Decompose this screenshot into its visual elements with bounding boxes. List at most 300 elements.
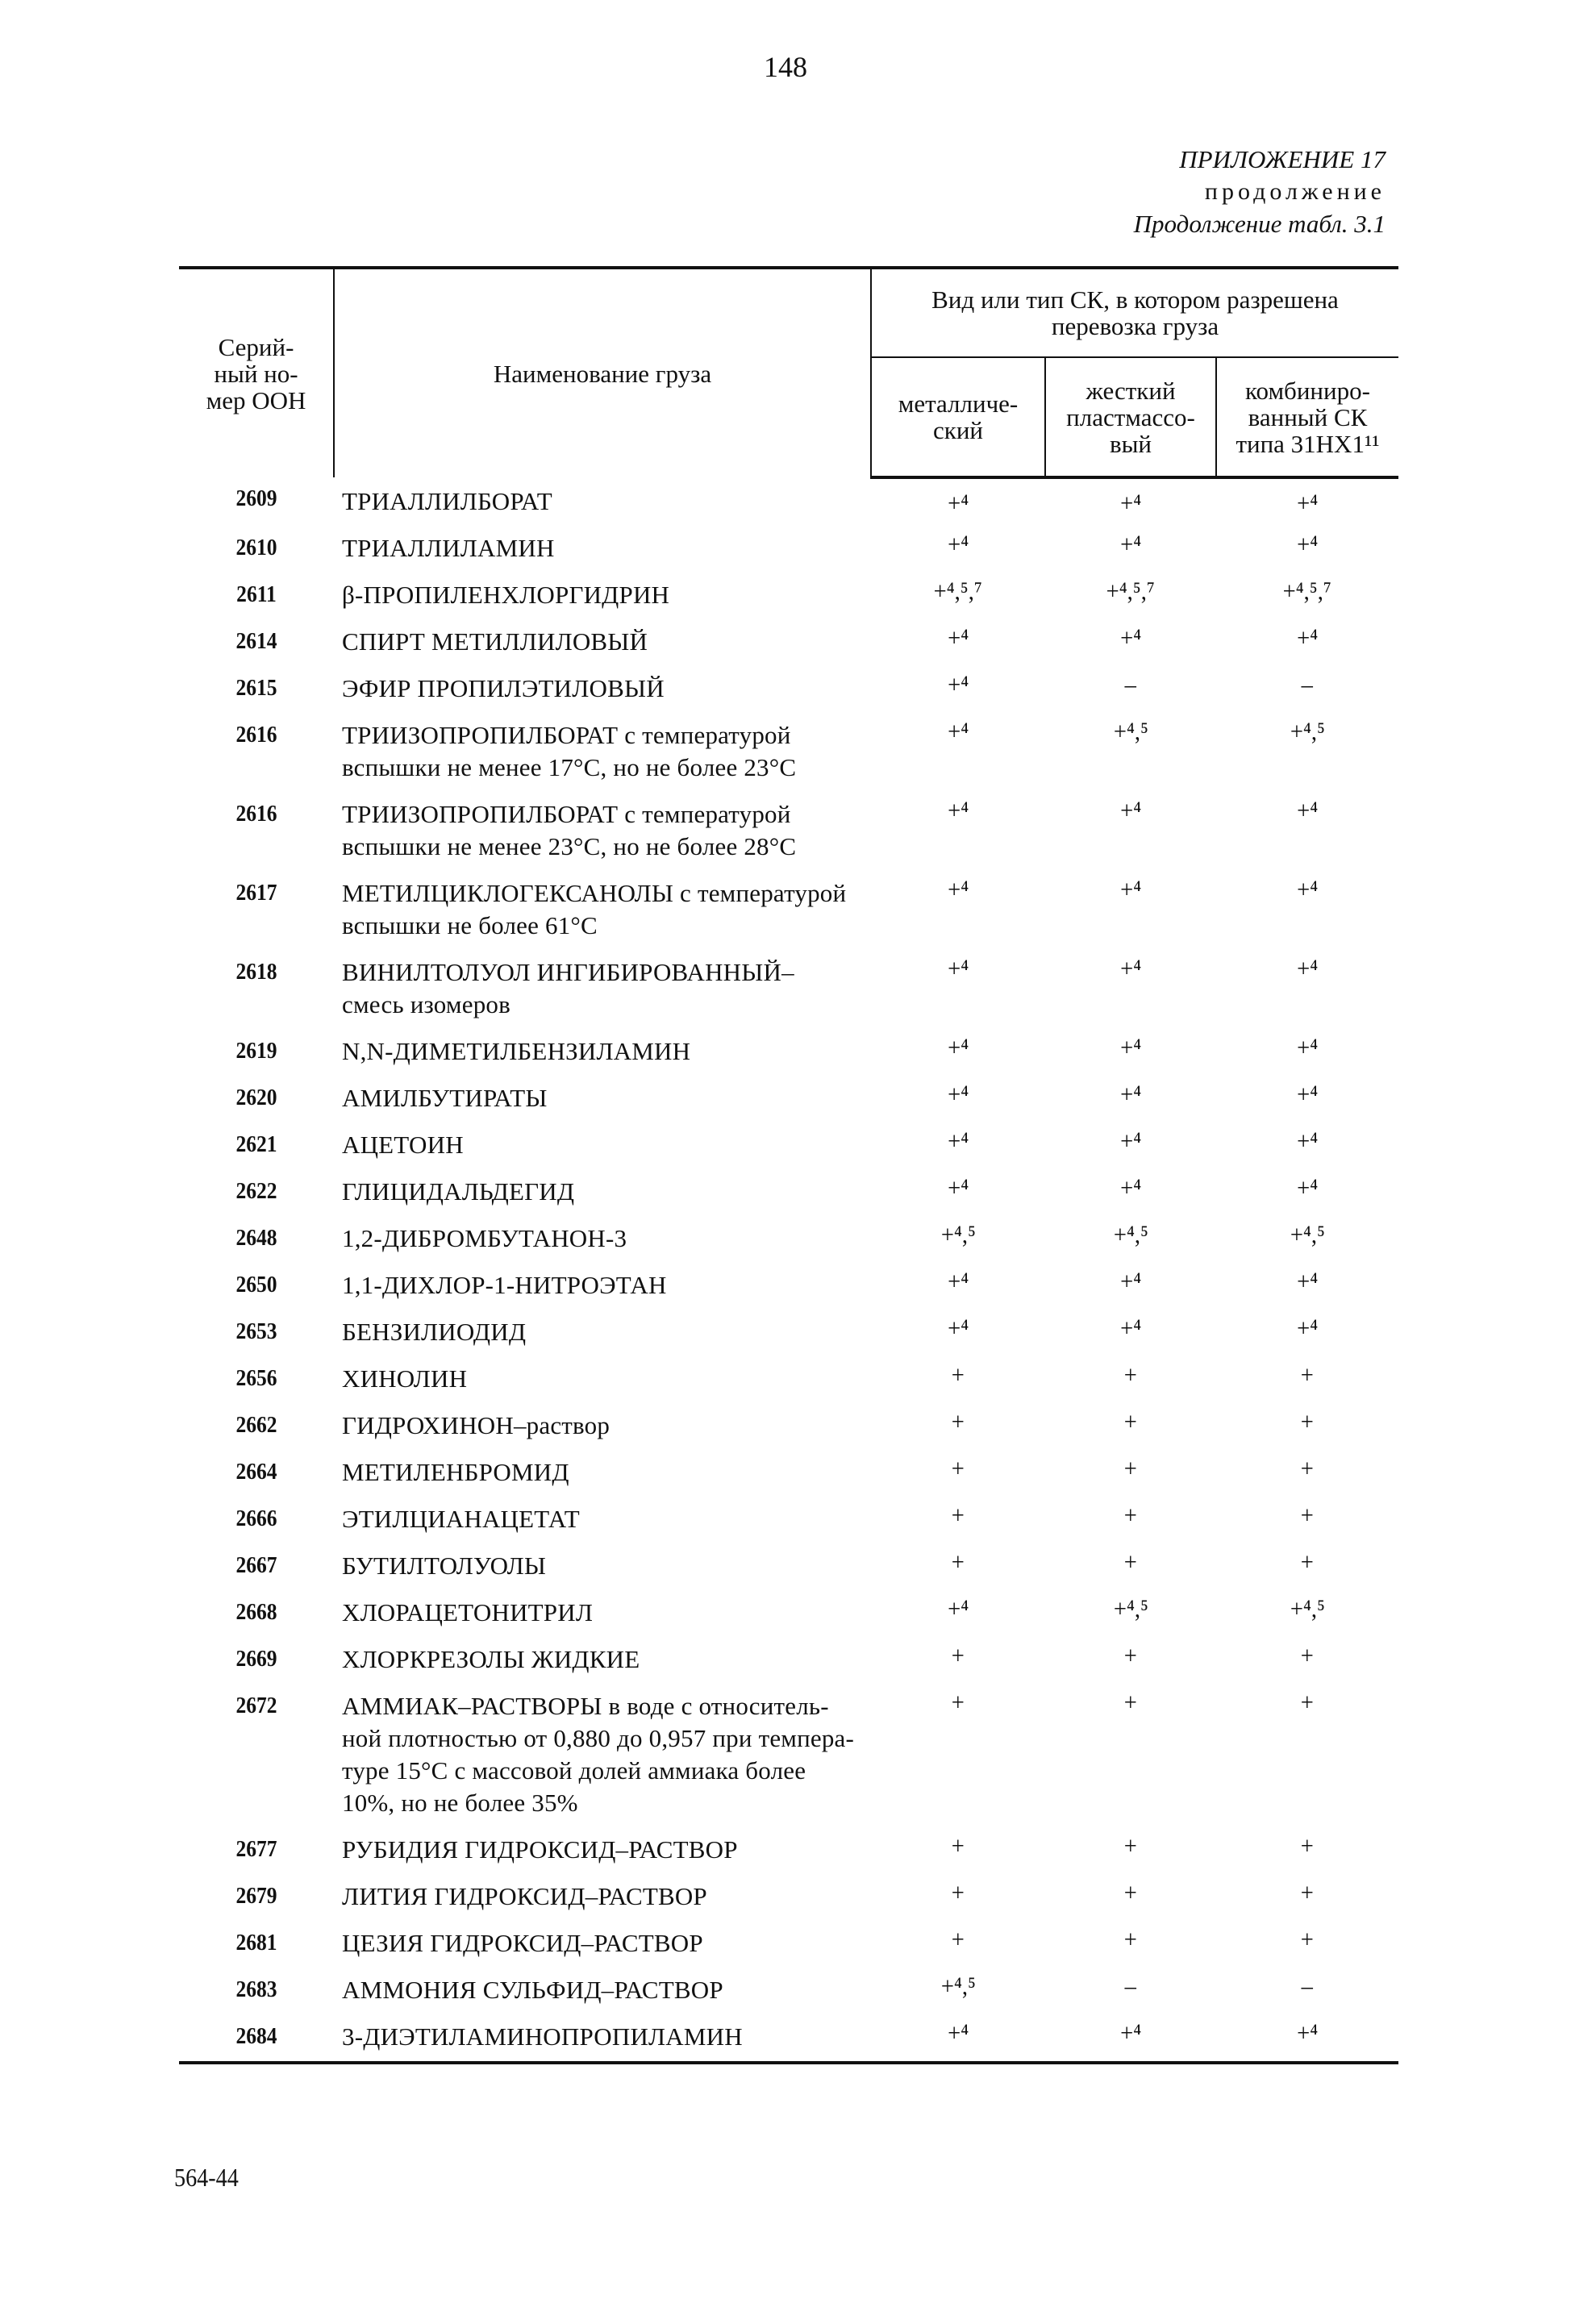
cargo-name-cell <box>334 618 871 665</box>
permission-mark: + <box>1300 1831 1315 1860</box>
permission-metal <box>871 712 1045 791</box>
permission-plastic <box>1045 870 1216 949</box>
permission-mark: +⁴ <box>1119 1127 1142 1155</box>
permission-mark: + <box>951 1688 965 1716</box>
permission-metal <box>871 1967 1045 2014</box>
cargo-name: ЭТИЛЦИАНАЦЕТАТ <box>342 1505 580 1533</box>
cargo-name-cell <box>334 1967 871 2014</box>
permission-metal <box>871 1262 1045 1309</box>
permission-mark: + <box>1123 1641 1138 1669</box>
permission-metal <box>871 1215 1045 1262</box>
permission-mark: +⁴ <box>1296 796 1319 824</box>
permission-metal <box>871 1402 1045 1449</box>
cargo-name: 1,2-ДИБРОМБУТАНОН-3 <box>342 1224 627 1252</box>
permission-metal <box>871 618 1045 665</box>
permission-composite <box>1216 477 1398 525</box>
un-number: 2677 <box>235 1836 277 1862</box>
cargo-name-cell <box>334 1309 871 1356</box>
cargo-name-cell <box>334 2014 871 2063</box>
permission-plastic <box>1045 949 1216 1028</box>
un-number: 2679 <box>235 1883 277 1909</box>
permission-mark: +⁴ <box>1296 1173 1319 1202</box>
appendix-title: ПРИЛОЖЕНИЕ 17 <box>1179 145 1386 173</box>
permission-plastic <box>1045 1028 1216 1075</box>
cargo-name: СПИРТ МЕТИЛЛИЛОВЫЙ <box>342 627 648 656</box>
table-row <box>179 1920 1398 1967</box>
table-row <box>179 1636 1398 1683</box>
permission-mark: + <box>1300 1878 1315 1906</box>
permission-metal <box>871 791 1045 870</box>
table-row <box>179 525 1398 572</box>
continuation-label: продолжение <box>1204 178 1386 205</box>
cargo-name: β-ПРОПИЛЕНХЛОРГИДРИН <box>342 581 670 609</box>
cargo-name-cell <box>334 1873 871 1920</box>
permission-mark: +⁴ <box>1119 1080 1142 1108</box>
permission-metal <box>871 1826 1045 1873</box>
cargo-name-cell <box>334 1589 871 1636</box>
permission-mark: + <box>951 1547 965 1576</box>
permission-composite <box>1216 870 1398 949</box>
cargo-name-cell <box>334 1496 871 1543</box>
cargo-name-cell <box>334 1449 871 1496</box>
permission-mark: + <box>951 1407 965 1435</box>
permission-composite <box>1216 1589 1398 1636</box>
cargo-name: МЕТИЛЕНБРОМИД <box>342 1458 569 1486</box>
footer-code: 564-44 <box>174 2163 239 2192</box>
permission-mark: +⁴ <box>1119 954 1142 982</box>
cargo-name: ХЛОРКРЕЗОЛЫ ЖИДКИЕ <box>342 1645 640 1673</box>
permission-plastic <box>1045 572 1216 618</box>
permission-mark: – <box>1124 1972 1137 2000</box>
permission-mark: +⁴ <box>947 1314 969 1342</box>
permission-mark: +⁴ <box>947 796 969 824</box>
permission-plastic <box>1045 477 1216 525</box>
permission-mark: +⁴ <box>947 1267 969 1295</box>
permission-mark: +⁴ <box>1119 1173 1142 1202</box>
cargo-name: 1,1-ДИХЛОР-1-НИТРОЭТАН <box>342 1271 667 1299</box>
permission-mark: + <box>1123 1925 1138 1953</box>
un-number: 2611 <box>236 581 277 607</box>
permission-mark: +⁴ <box>1119 2018 1142 2047</box>
cargo-name: ЦЕЗИЯ ГИДРОКСИД–РАСТВОР <box>342 1929 703 1957</box>
permission-mark: +⁴,⁵ <box>1113 1220 1148 1248</box>
table-row <box>179 1122 1398 1168</box>
cargo-name-cell <box>334 572 871 618</box>
cargo-name: ХИНОЛИН <box>342 1364 468 1393</box>
table-row <box>179 1683 1398 1826</box>
cargo-name: ГЛИЦИДАЛЬДЕГИД <box>342 1177 575 1206</box>
permission-plastic <box>1045 1449 1216 1496</box>
permission-composite <box>1216 1543 1398 1589</box>
permission-plastic <box>1045 1967 1216 2014</box>
permission-composite <box>1216 1683 1398 1826</box>
permission-mark: +⁴ <box>1296 1267 1319 1295</box>
permission-plastic <box>1045 1122 1216 1168</box>
permission-plastic <box>1045 1309 1216 1356</box>
permission-mark: + <box>1123 1831 1138 1860</box>
un-number: 2614 <box>235 628 277 654</box>
permission-plastic <box>1045 1168 1216 1215</box>
permission-mark: +⁴ <box>947 1594 969 1622</box>
header-serial: Серий- ный но- мер ООН <box>179 268 334 477</box>
un-number: 2609 <box>235 485 277 511</box>
permission-mark: +⁴ <box>947 2018 969 2047</box>
cargo-name-cell <box>334 1543 871 1589</box>
un-number: 2616 <box>235 801 277 827</box>
permission-metal <box>871 1356 1045 1402</box>
cargo-name: АММИАК–РАСТВОРЫ в воде с относитель- ной плотностью от 0,880 до 0,957 при темпера- туре 15°С с массовой долей аммиака более 10%, но не более 35% <box>342 1692 855 1817</box>
cargo-name-cell <box>334 1826 871 1873</box>
permission-mark: + <box>1123 1454 1138 1482</box>
permission-plastic <box>1045 1589 1216 1636</box>
un-number: 2616 <box>235 722 277 748</box>
permission-mark: + <box>951 1360 965 1389</box>
permission-composite <box>1216 1967 1398 2014</box>
permission-composite <box>1216 525 1398 572</box>
cargo-name-cell <box>334 870 871 949</box>
permission-composite <box>1216 1496 1398 1543</box>
permission-composite <box>1216 712 1398 791</box>
table-row <box>179 1496 1398 1543</box>
permission-mark: +⁴ <box>1296 875 1319 903</box>
permission-mark: +⁴ <box>1296 489 1319 517</box>
table-row <box>179 1215 1398 1262</box>
permission-mark: +⁴ <box>1296 954 1319 982</box>
permission-mark: +⁴ <box>1119 1314 1142 1342</box>
table-row <box>179 618 1398 665</box>
permission-mark: + <box>1300 1641 1315 1669</box>
cargo-name-cell <box>334 1075 871 1122</box>
permission-mark: +⁴ <box>947 623 969 652</box>
permission-mark: + <box>1300 1360 1315 1389</box>
table-row <box>179 1168 1398 1215</box>
permission-composite <box>1216 1122 1398 1168</box>
cargo-name-cell <box>334 525 871 572</box>
permission-composite <box>1216 791 1398 870</box>
permission-mark: + <box>951 1501 965 1529</box>
permission-plastic <box>1045 1920 1216 1967</box>
permission-plastic <box>1045 1496 1216 1543</box>
cargo-name-cell <box>334 1920 871 1967</box>
cargo-name: БУТИЛТОЛУОЛЫ <box>342 1551 547 1580</box>
un-number: 2622 <box>235 1178 277 1204</box>
permission-mark: + <box>1123 1688 1138 1716</box>
permission-plastic <box>1045 1075 1216 1122</box>
permission-metal <box>871 1122 1045 1168</box>
permission-mark: +⁴ <box>1119 1033 1142 1061</box>
permission-mark: +⁴,⁵,⁷ <box>1282 577 1332 605</box>
header-composite: комбиниро- ванный СК типа 31НХ1¹¹ <box>1216 357 1398 477</box>
permission-plastic <box>1045 2014 1216 2063</box>
permission-plastic <box>1045 1683 1216 1826</box>
cargo-name: ВИНИЛТОЛУОЛ ИНГИБИРОВАННЫЙ– смесь изомеров <box>342 958 794 1018</box>
permission-mark: + <box>1123 1407 1138 1435</box>
permission-mark: +⁴ <box>947 530 969 558</box>
permission-mark: +⁴ <box>1119 796 1142 824</box>
un-number: 2664 <box>235 1459 277 1485</box>
permission-composite <box>1216 1168 1398 1215</box>
un-number: 2653 <box>235 1318 277 1344</box>
permission-mark: + <box>951 1831 965 1860</box>
cargo-name-cell <box>334 712 871 791</box>
permission-composite <box>1216 1075 1398 1122</box>
permission-metal <box>871 1543 1045 1589</box>
un-number: 2668 <box>235 1599 277 1625</box>
permission-composite <box>1216 1262 1398 1309</box>
table-row <box>179 1262 1398 1309</box>
permission-mark: + <box>1123 1360 1138 1389</box>
table-body <box>179 477 1398 2063</box>
un-number: 2667 <box>235 1552 277 1578</box>
table-row <box>179 2014 1398 2063</box>
permission-composite <box>1216 572 1398 618</box>
permission-mark: +⁴ <box>1296 1080 1319 1108</box>
permission-mark: +⁴,⁵ <box>940 1220 976 1248</box>
permission-metal <box>871 949 1045 1028</box>
un-number: 2610 <box>235 535 277 560</box>
permission-metal <box>871 1449 1045 1496</box>
permission-metal <box>871 1589 1045 1636</box>
header-name: Наименование груза <box>334 268 871 477</box>
permission-mark: +⁴,⁵ <box>940 1972 976 2000</box>
permission-composite <box>1216 949 1398 1028</box>
un-number: 2672 <box>235 1693 277 1718</box>
permission-mark: +⁴ <box>1296 1314 1319 1342</box>
permission-mark: +⁴,⁵ <box>1290 1220 1325 1248</box>
table-row <box>179 712 1398 791</box>
permission-metal <box>871 1636 1045 1683</box>
permission-plastic <box>1045 1215 1216 1262</box>
un-number: 2648 <box>235 1225 277 1251</box>
permission-metal <box>871 525 1045 572</box>
permission-mark: +⁴ <box>947 670 969 698</box>
permission-metal <box>871 1168 1045 1215</box>
permission-composite <box>1216 1309 1398 1356</box>
cargo-name: ЛИТИЯ ГИДРОКСИД–РАСТВОР <box>342 1882 707 1910</box>
permission-plastic <box>1045 712 1216 791</box>
permission-mark: + <box>1123 1547 1138 1576</box>
table-row <box>179 791 1398 870</box>
permission-mark: + <box>951 1641 965 1669</box>
permission-mark: +⁴ <box>1296 1127 1319 1155</box>
cargo-name-cell <box>334 1168 871 1215</box>
permission-metal <box>871 1309 1045 1356</box>
permission-mark: +⁴ <box>947 1173 969 1202</box>
permission-metal <box>871 1683 1045 1826</box>
permission-metal <box>871 1496 1045 1543</box>
un-number: 2617 <box>235 880 277 906</box>
cargo-name: БЕНЗИЛИОДИД <box>342 1318 527 1346</box>
un-number: 2650 <box>235 1272 277 1297</box>
cargo-name: АММОНИЯ СУЛЬФИД–РАСТВОР <box>342 1976 723 2004</box>
table-row <box>179 1589 1398 1636</box>
permission-mark: + <box>951 1925 965 1953</box>
permission-mark: +⁴ <box>1119 875 1142 903</box>
un-number: 2681 <box>235 1930 277 1955</box>
permission-composite <box>1216 1449 1398 1496</box>
permission-plastic <box>1045 1826 1216 1873</box>
permission-mark: + <box>1300 1688 1315 1716</box>
permission-mark: +⁴ <box>1296 530 1319 558</box>
permission-plastic <box>1045 1402 1216 1449</box>
cargo-name: 3-ДИЭТИЛАМИНОПРОПИЛАМИН <box>342 2022 743 2051</box>
permission-composite <box>1216 618 1398 665</box>
permission-composite <box>1216 1873 1398 1920</box>
appendix-heading <box>1134 144 1386 240</box>
cargo-name: ГИДРОХИНОН–раствор <box>342 1411 610 1439</box>
table-row <box>179 1543 1398 1589</box>
permission-mark: +⁴,⁵,⁷ <box>933 577 983 605</box>
table-row <box>179 870 1398 949</box>
table-row <box>179 1873 1398 1920</box>
permission-mark: +⁴,⁵ <box>1113 717 1148 745</box>
un-number: 2662 <box>235 1412 277 1438</box>
cargo-name-cell <box>334 1028 871 1075</box>
cargo-name-cell <box>334 477 871 525</box>
permission-mark: +⁴ <box>947 875 969 903</box>
header-container-type: Вид или тип СК, в котором разрешена перевозка груза <box>871 268 1398 357</box>
permission-mark: +⁴ <box>947 1033 969 1061</box>
table-row <box>179 572 1398 618</box>
cargo-name-cell <box>334 791 871 870</box>
table-row <box>179 1402 1398 1449</box>
permission-mark: + <box>1123 1878 1138 1906</box>
un-number: 2618 <box>235 959 277 985</box>
permission-mark: + <box>1300 1547 1315 1576</box>
cargo-name: ТРИАЛЛИЛАМИН <box>342 534 555 562</box>
un-number: 2684 <box>189 2014 325 2063</box>
table-row <box>179 1449 1398 1496</box>
permission-plastic <box>1045 1873 1216 1920</box>
table-row <box>179 1967 1398 2014</box>
un-number: 2669 <box>235 1646 277 1672</box>
cargo-name: ТРИИЗОПРОПИЛБОРАТ с температурой вспышки не менее 23°С, но не более 28°С <box>342 800 797 860</box>
cargo-name-cell <box>334 1356 871 1402</box>
permission-mark: + <box>951 1454 965 1482</box>
permission-mark: +⁴ <box>947 1127 969 1155</box>
permission-plastic <box>1045 525 1216 572</box>
permission-plastic <box>1045 1636 1216 1683</box>
permission-mark: +⁴,⁵ <box>1290 1594 1325 1622</box>
permission-metal <box>871 572 1045 618</box>
permission-mark: +⁴ <box>947 1080 969 1108</box>
permission-mark: – <box>1301 670 1314 698</box>
cargo-name: ТРИИЗОПРОПИЛБОРАТ с температурой вспышки не менее 17°С, но не более 23°С <box>342 721 797 781</box>
cargo-name-cell <box>334 665 871 712</box>
cargo-name-cell <box>334 1636 871 1683</box>
permission-plastic <box>1045 791 1216 870</box>
permission-composite <box>1216 665 1398 712</box>
permission-mark: +⁴ <box>1119 489 1142 517</box>
permission-mark: +⁴ <box>1296 2018 1319 2047</box>
cargo-name: РУБИДИЯ ГИДРОКСИД–РАСТВОР <box>342 1835 738 1864</box>
permission-composite <box>1216 1636 1398 1683</box>
permission-mark: + <box>1300 1501 1315 1529</box>
table-row <box>179 949 1398 1028</box>
cargo-name: АМИЛБУТИРАТЫ <box>342 1084 548 1112</box>
permission-metal <box>871 477 1045 525</box>
un-number: 2683 <box>235 1976 277 2002</box>
un-number: 2621 <box>235 1131 277 1157</box>
table-row <box>179 477 1398 525</box>
permission-metal <box>871 1028 1045 1075</box>
cargo-name-cell <box>334 1402 871 1449</box>
permission-mark: +⁴,⁵ <box>1113 1594 1148 1622</box>
cargo-name-cell <box>334 1122 871 1168</box>
table-row <box>179 1309 1398 1356</box>
permission-metal <box>871 2014 1045 2063</box>
permission-mark: + <box>1300 1454 1315 1482</box>
permission-metal <box>871 1873 1045 1920</box>
table-row <box>179 1356 1398 1402</box>
permission-mark: +⁴,⁵ <box>1290 717 1325 745</box>
permission-plastic <box>1045 1356 1216 1402</box>
permission-mark: + <box>1300 1407 1315 1435</box>
header-metal: металличе- ский <box>871 357 1045 477</box>
permission-mark: + <box>951 1878 965 1906</box>
permission-plastic <box>1045 1262 1216 1309</box>
cargo-name: ХЛОРАЦЕТОНИТРИЛ <box>342 1598 594 1626</box>
permission-mark: + <box>1123 1501 1138 1529</box>
cargo-name-cell <box>334 949 871 1028</box>
table-row <box>179 1028 1398 1075</box>
permission-metal <box>871 1920 1045 1967</box>
permission-metal <box>871 665 1045 712</box>
permission-plastic <box>1045 618 1216 665</box>
permission-mark: – <box>1301 1972 1314 2000</box>
cargo-name: N,N-ДИМЕТИЛБЕНЗИЛАМИН <box>342 1037 691 1065</box>
permission-composite <box>1216 1215 1398 1262</box>
permission-mark: +⁴ <box>1296 1033 1319 1061</box>
cargo-name-cell <box>334 1683 871 1826</box>
permission-mark: +⁴ <box>1296 623 1319 652</box>
cargo-name-cell <box>334 1215 871 1262</box>
permission-plastic <box>1045 665 1216 712</box>
header-rigid-plastic: жесткий пластмассо- вый <box>1045 357 1216 477</box>
permission-mark: +⁴ <box>947 954 969 982</box>
cargo-name: ТРИАЛЛИЛБОРАТ <box>342 487 552 515</box>
permission-mark: +⁴ <box>1119 1267 1142 1295</box>
permission-mark: +⁴ <box>947 489 969 517</box>
permission-plastic <box>1045 1543 1216 1589</box>
un-number: 2619 <box>235 1038 277 1064</box>
table-caption: Продолжение табл. 3.1 <box>1133 210 1386 238</box>
permission-metal <box>871 870 1045 949</box>
cargo-name: АЦЕТОИН <box>342 1131 464 1159</box>
table-row <box>179 1075 1398 1122</box>
un-number: 2615 <box>235 675 277 701</box>
permission-mark: +⁴ <box>1119 623 1142 652</box>
permission-metal <box>871 1075 1045 1122</box>
table-header <box>179 268 1398 477</box>
cargo-table <box>179 266 1398 2064</box>
permission-composite <box>1216 1826 1398 1873</box>
permission-mark: +⁴,⁵,⁷ <box>1106 577 1156 605</box>
permission-composite <box>1216 1356 1398 1402</box>
permission-mark: +⁴ <box>1119 530 1142 558</box>
permission-composite <box>1216 1028 1398 1075</box>
un-number: 2666 <box>235 1506 277 1531</box>
permission-composite <box>1216 2014 1398 2063</box>
permission-mark: +⁴ <box>947 717 969 745</box>
permission-composite <box>1216 1920 1398 1967</box>
permission-mark: – <box>1124 670 1137 698</box>
table-row <box>179 1826 1398 1873</box>
cargo-name: МЕТИЛЦИКЛОГЕКСАНОЛЫ с температурой вспышки не более 61°С <box>342 879 847 939</box>
cargo-name-cell <box>334 1262 871 1309</box>
un-number: 2620 <box>235 1085 277 1110</box>
permission-composite <box>1216 1402 1398 1449</box>
